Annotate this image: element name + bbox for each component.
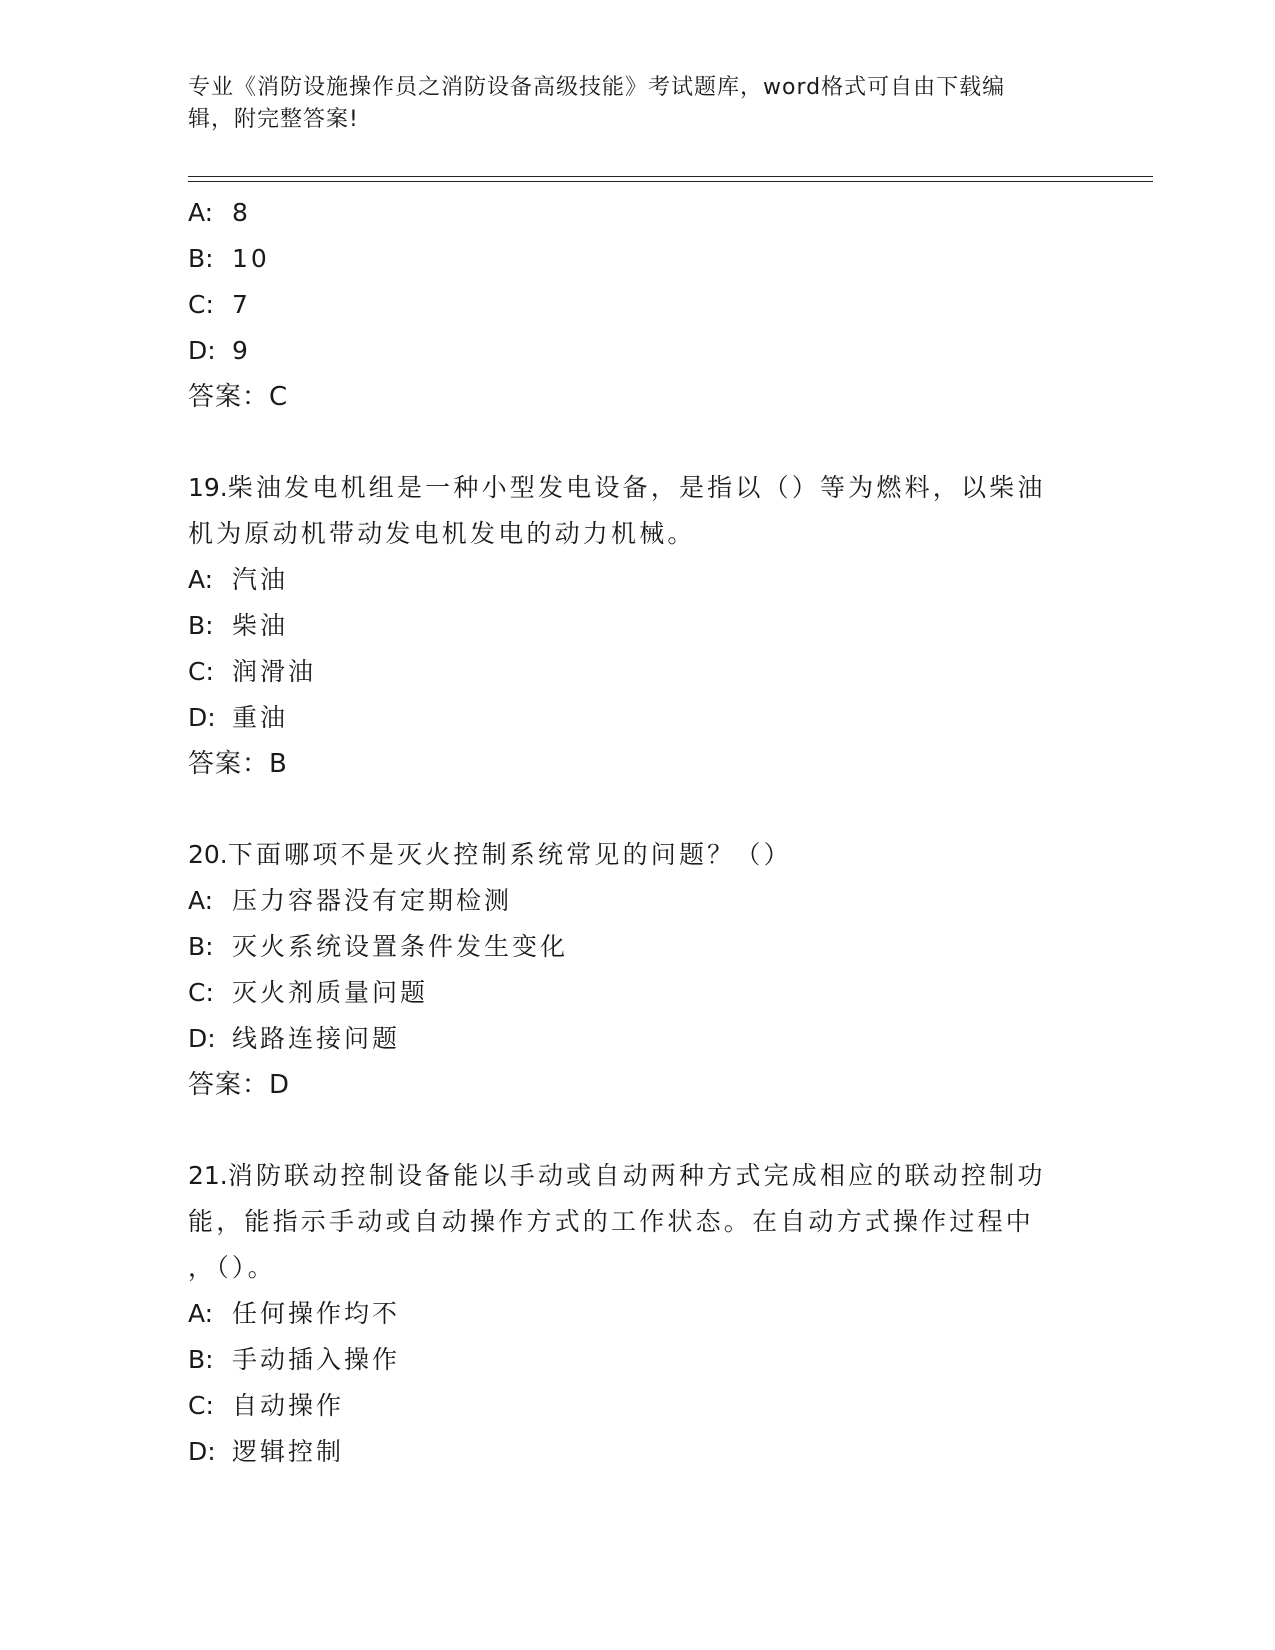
header-divider-bottom: [188, 181, 1153, 182]
option-text: 重油: [232, 703, 289, 732]
option-text: 逻辑控制: [232, 1437, 345, 1466]
option-a: [188, 190, 1088, 236]
question-number: 19.: [188, 473, 228, 502]
option-key: B:: [188, 932, 214, 961]
option-b: [188, 236, 1088, 282]
option-key: C:: [188, 1391, 214, 1420]
question-block: [188, 465, 1088, 787]
option-text: 自动操作: [232, 1391, 345, 1420]
option-c: [188, 970, 1088, 1016]
option-text: 灭火系统设置条件发生变化: [232, 932, 569, 961]
question-text-cont: 能，能指示手动或自动操作方式的工作状态。在自动方式操作过程中: [188, 1207, 1035, 1236]
option-c: [188, 649, 1088, 695]
option-a: [188, 557, 1088, 603]
question-block: [188, 190, 1088, 420]
option-a: [188, 1291, 1088, 1337]
option-text: 线路连接问题: [232, 1024, 401, 1053]
option-d: [188, 328, 1088, 374]
option-key: D:: [188, 336, 216, 365]
question-list: [188, 190, 1088, 1475]
header-line-1: 专业《消防设施操作员之消防设备高级技能》考试题库，word格式可自由下载编: [188, 75, 1006, 100]
option-key: C:: [188, 290, 214, 319]
option-key: B:: [188, 611, 214, 640]
answer-line: 答案：C: [188, 382, 289, 412]
question-block: [188, 1153, 1088, 1475]
option-text: 手动插入操作: [232, 1345, 401, 1374]
option-key: A:: [188, 198, 214, 227]
question-line: 消防联动控制设备能以手动或自动两种方式完成相应的联动控制功: [227, 1161, 1046, 1190]
question-text-cont: 机为原动机带动发电机发电的动力机械。: [188, 519, 696, 548]
question-number: 21.: [188, 1161, 228, 1190]
option-key: B:: [188, 244, 214, 273]
option-b: [188, 1337, 1088, 1383]
question-text-cont: ，（）。: [188, 1253, 276, 1282]
option-b: [188, 603, 1088, 649]
option-c: [188, 282, 1088, 328]
question-line: 下面哪项不是灭火控制系统常见的问题？（）: [227, 840, 792, 869]
option-text: 9: [232, 336, 251, 365]
option-text: 润滑油: [232, 657, 317, 686]
question-text: [188, 465, 1088, 511]
option-key: C:: [188, 657, 214, 686]
option-d: [188, 1429, 1088, 1475]
question-text: [188, 832, 1088, 878]
question-line: 柴油发电机组是一种小型发电设备，是指以（）等为燃料，以柴油: [227, 473, 1046, 502]
answer-line: 答案：D: [188, 1070, 291, 1100]
option-key: B:: [188, 1345, 214, 1374]
option-text: 汽油: [232, 565, 289, 594]
question-block: [188, 832, 1088, 1108]
answer-line: 答案：B: [188, 749, 288, 779]
option-key: C:: [188, 978, 214, 1007]
document-header: [188, 72, 1068, 136]
option-text: 任何操作均不: [232, 1299, 401, 1328]
option-key: A:: [188, 565, 214, 594]
option-key: A:: [188, 886, 214, 915]
option-b: [188, 924, 1088, 970]
option-d: [188, 1016, 1088, 1062]
question-number: 20.: [188, 840, 228, 869]
option-key: D:: [188, 1437, 216, 1466]
header-line-2: 辑，附完整答案!: [188, 107, 359, 132]
option-c: [188, 1383, 1088, 1429]
option-text: 10: [232, 244, 270, 273]
option-key: D:: [188, 1024, 216, 1053]
option-text: 8: [232, 198, 251, 227]
option-key: A:: [188, 1299, 214, 1328]
option-text: 压力容器没有定期检测: [232, 886, 513, 915]
question-text: [188, 1153, 1088, 1199]
option-a: [188, 878, 1088, 924]
option-text: 7: [232, 290, 251, 319]
option-text: 灭火剂质量问题: [232, 978, 429, 1007]
header-divider-top: [188, 176, 1153, 177]
option-text: 柴油: [232, 611, 289, 640]
option-key: D:: [188, 703, 216, 732]
option-d: [188, 695, 1088, 741]
